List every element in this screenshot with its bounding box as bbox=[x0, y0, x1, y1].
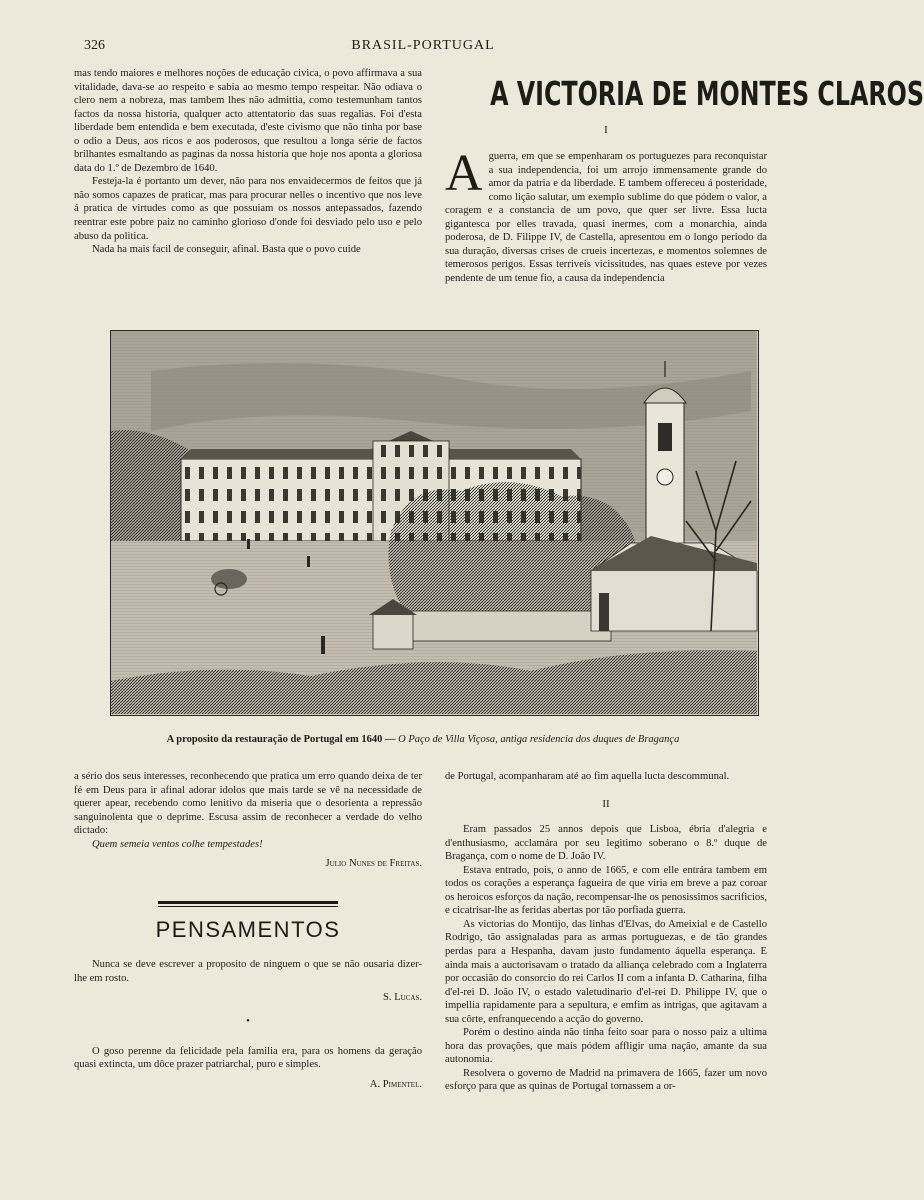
divider-rule bbox=[158, 901, 338, 904]
thought: O goso perenne da felicidade pela familia era, para os homens da geração quasi extincta, um dôce prazer patriarchal, puro e simples. bbox=[74, 1045, 422, 1071]
separator: • bbox=[246, 1016, 250, 1028]
section-number: I bbox=[604, 124, 608, 136]
caption-text: O Paço de Villa Viçosa, antiga residencia dos duques de Bragança bbox=[398, 734, 680, 745]
paragraph: As victorias do Montijo, das linhas d'Elvas, do Ameixial e de Castello Rodrigo, tão assignaladas para as armas portuguezas, e de tão grandes perdas para a Hespanha, davam justo fundamento áquella esperança. E ainda mais a auctorisavam o tratado da alliança celebrado com a Inglaterra por occasião do consorcio do rei Carlos II com a infanta D. Catharina, filha d'el-rei D. João IV, o estado valetudinario d'el-rei D. Philippe IV, que o impellia rapidamente para a sepultura, e emfim as intrigas, que agitavam a sua côrte, enfranquecendo a acção do governo. bbox=[445, 918, 767, 1025]
paragraph: guerra, em que se empenharam os portuguezes para reconquistar a sua independencia, foi um arrojo immensamente grande do amor da patria e da liberdade. E tambem offereceu á posteridade, como lição salutar, um exemplo sublime do que pódem o valor, a coragem e a constancia de um povo, que quer ser livre. Essa lucta gigantesca por elles travada, quasi inermes, com a monarchia, ainda poderosa, de D. Filippe IV, de Castella, apresentou em o longo periodo da sua duração, diversas crises de crueis incertezas, e momentos solemnes de temerosos perigos. Essas terriveis vicissitudes, nas quaes esteve por vezes pendente de um tenue fio, a causa da independencia bbox=[445, 151, 767, 284]
paragraph: Nada ha mais facil de conseguir, afinal. Basta que o povo cuide bbox=[92, 244, 361, 256]
article-intro bbox=[445, 145, 767, 285]
drop-cap: A bbox=[445, 145, 483, 202]
thought: Nunca se deve escrever a proposito de ninguem o que se não ousaria dizer-lhe em rosto. bbox=[74, 959, 422, 984]
page-number: 326 bbox=[84, 38, 105, 53]
left-column-bottom bbox=[74, 770, 422, 1091]
left-column-top bbox=[74, 67, 422, 257]
paragraph: Estava entrado, pois, o anno de 1665, e com elle entrára tambem em todos os corações a esperança fagueira de que viria em breve a paz coroar os heroicos esforços da nação, recompensar-lhe os penosissimos sacrificios, e cicatrisar-lhe as feridas abertas por tão porfiada guerra. bbox=[445, 864, 767, 917]
divider-rule-thin bbox=[158, 906, 338, 907]
magazine-title: BRASIL-PORTUGAL bbox=[351, 38, 495, 53]
section-number: II bbox=[602, 797, 610, 810]
paragraph: Resolvera o governo de Madrid na primavera de 1665, fazer um novo esforço para que as quinas de Portugal tornassem a or- bbox=[445, 1067, 767, 1093]
paragraph: mas tendo maiores e melhores noções de educação civica, o povo affirmava a sua vitalidade, dava-se ao respeito e sabia ao mesmo tempo respeitar. Não odiava o clero nem a nobreza, mas tambem lhes não admittia, como testemunham tantos factos da nossa historia, qualquer acto attentatorio das suas regalias. Foi d'esta liberdade bem entendida e bem executada, d'este civismo que não tinha por base o odio a Deus, aos ricos e aos poderosos, que resultou a longa série de factos brilhantes esmaltando as paginas da nossa historia que hoje nos aponta a gloriosa data do 1.º de Dezembro de 1640. bbox=[74, 68, 422, 174]
paragraph: de Portugal, acompanharam até ao fim aquella lucta descommunal. bbox=[445, 771, 730, 782]
paragraph: Festeja-la é portanto um dever, não para nos envaidecermos de feitos que já não somos capazes de praticar, mas para procurar nelles o incentivo que nos leve á pratica de virtudes como as que possuiam os nossos antepassados, fazendo reentrar este pobre paiz no caminho glorioso d'onde foi desviado pelo uso e pelo abuso da politica. bbox=[74, 176, 422, 242]
paragraph: Eram passados 25 annos depois que Lisboa, ébria d'alegria e d'enthusiasmo, acclamára por seu legitimo soberano o 8.º duque de Bragança, com o nome de D. João IV. bbox=[445, 824, 767, 863]
paragraph: a sério dos seus interesses, reconhecendo que pratica um erro quando deixa de ter fé em Deus para ir afinal adorar idolos que mais tarde se vê na necessidade de querer apear, recebendo como lenitivo da miseria que o desorienta a repressão sanguinolenta que o deprime. Escusa assim de reconhecer a verdade do velho dictado: bbox=[74, 771, 422, 837]
paragraph: Porém o destino ainda não tinha feito soar para o nosso paiz a ultima hora das provações, que mais pódem affligir uma nação, amante da sua autonomia. bbox=[445, 1027, 767, 1066]
engraving-villa-vicosa bbox=[110, 330, 759, 716]
thought-author: A. Pimentel. bbox=[369, 1078, 422, 1090]
thought-author: S. Lucas. bbox=[383, 992, 422, 1004]
article-title: A VICTORIA DE MONTES CLAROS bbox=[490, 74, 924, 113]
author-signature: Julio Nunes de Freitas. bbox=[325, 858, 422, 870]
section-heading: PENSAMENTOS bbox=[155, 916, 341, 942]
article-continuation bbox=[445, 770, 767, 1094]
engraving-image bbox=[111, 331, 757, 714]
proverb: Quem semeia ventos colhe tempestades! bbox=[92, 838, 263, 850]
caption-lead: A proposito da restauração de Portugal em 1640 — bbox=[166, 734, 396, 745]
figure-caption bbox=[0, 734, 846, 745]
